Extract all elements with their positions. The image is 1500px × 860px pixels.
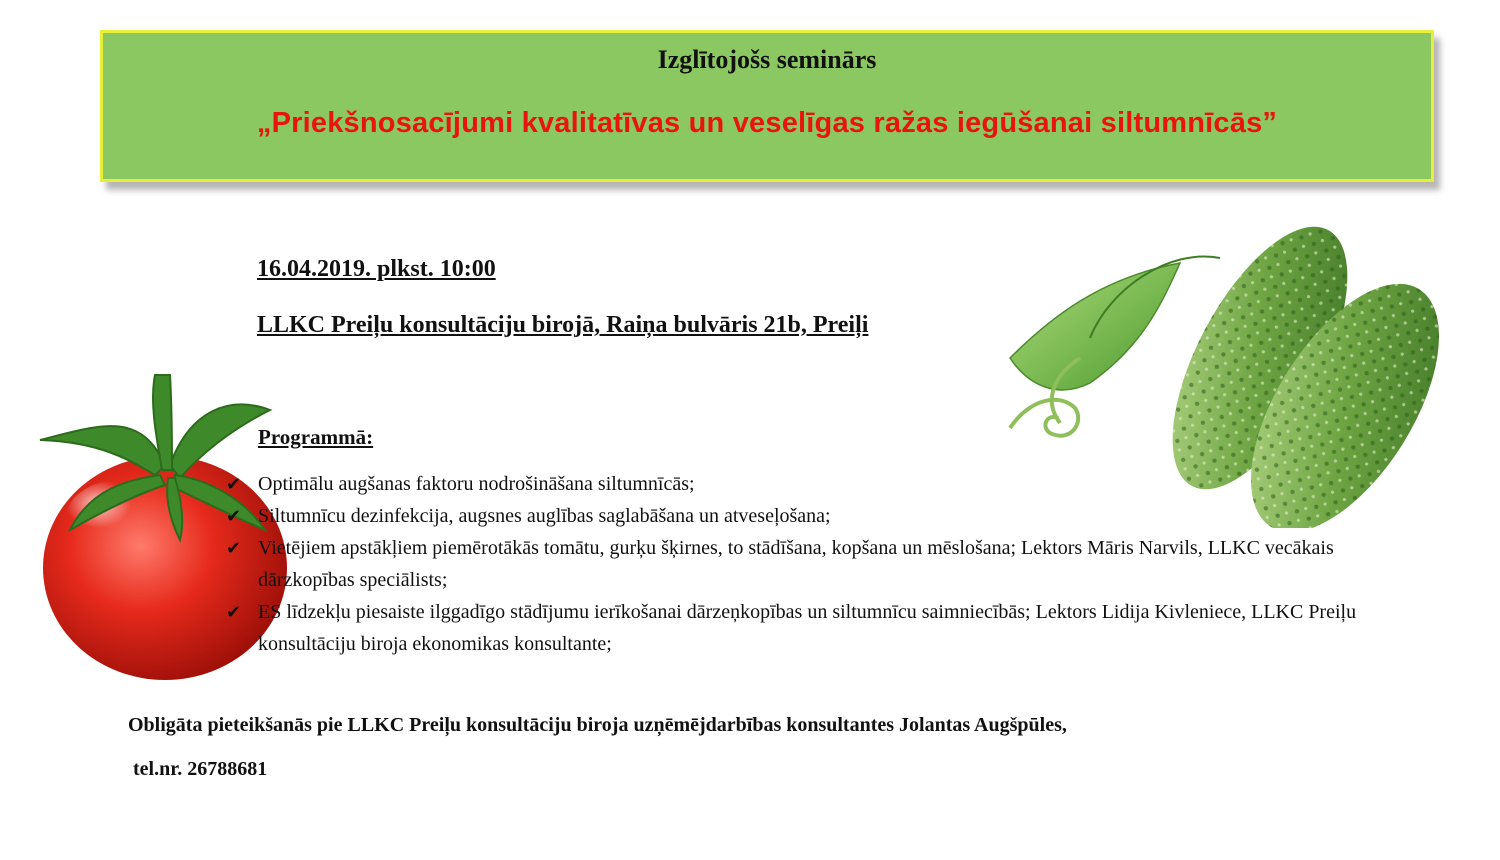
program-item-text: Optimālu augšanas faktoru nodrošināšana siltumnīcās;: [258, 473, 695, 495]
program-item-text: Siltumnīcu dezinfekcija, augsnes auglības saglabāšana un atveseļošana;: [258, 505, 831, 527]
header-banner: [100, 30, 1434, 182]
seminar-kicker: Izglītojošs seminārs: [657, 45, 877, 74]
checkmark-icon: ✔: [226, 538, 242, 558]
program-item: [226, 468, 1386, 500]
checkmark-icon: ✔: [226, 506, 242, 526]
checkmark-icon: ✔: [226, 602, 242, 622]
program-list: [226, 468, 1386, 660]
program-heading: Programmā:: [258, 425, 374, 449]
checkmark-icon: ✔: [226, 474, 242, 494]
program-item: [226, 532, 1386, 596]
event-location: LLKC Preiļu konsultāciju birojā, Raiņa bulvāris 21b, Preiļi: [257, 312, 869, 338]
registration-text: Obligāta pieteikšanās pie LLKC Preiļu konsultāciju biroja uzņēmējdarbības konsultantes Jolantas Augšpūles,: [128, 714, 1067, 736]
event-date-time: 16.04.2019. plkst. 10:00: [257, 256, 496, 282]
program-item-text: ES līdzekļu piesaiste ilggadīgo stādījumu ierīkošanai dārzeņkopības un siltumnīcu saimniecībās; Lektors Lidija Kivleniece, LLKC Preiļu konsultāciju biroja ekonomikas konsultante;: [258, 601, 1357, 655]
program-item-text: Vietējiem apstākļiem piemērotākās tomātu, gurķu šķirnes, to stādīšana, kopšana un mēslošana; Lektors Māris Narvils, LLKC vecākais dārzkopības speciālists;: [258, 537, 1334, 591]
registration-phone: tel.nr. 26788681: [133, 758, 268, 780]
program-item: [226, 500, 1386, 532]
program-item: [226, 596, 1386, 660]
seminar-title: „Priekšnosacījumi kvalitatīvas un veselīgas ražas iegūšanai siltumnīcās”: [256, 107, 1278, 139]
